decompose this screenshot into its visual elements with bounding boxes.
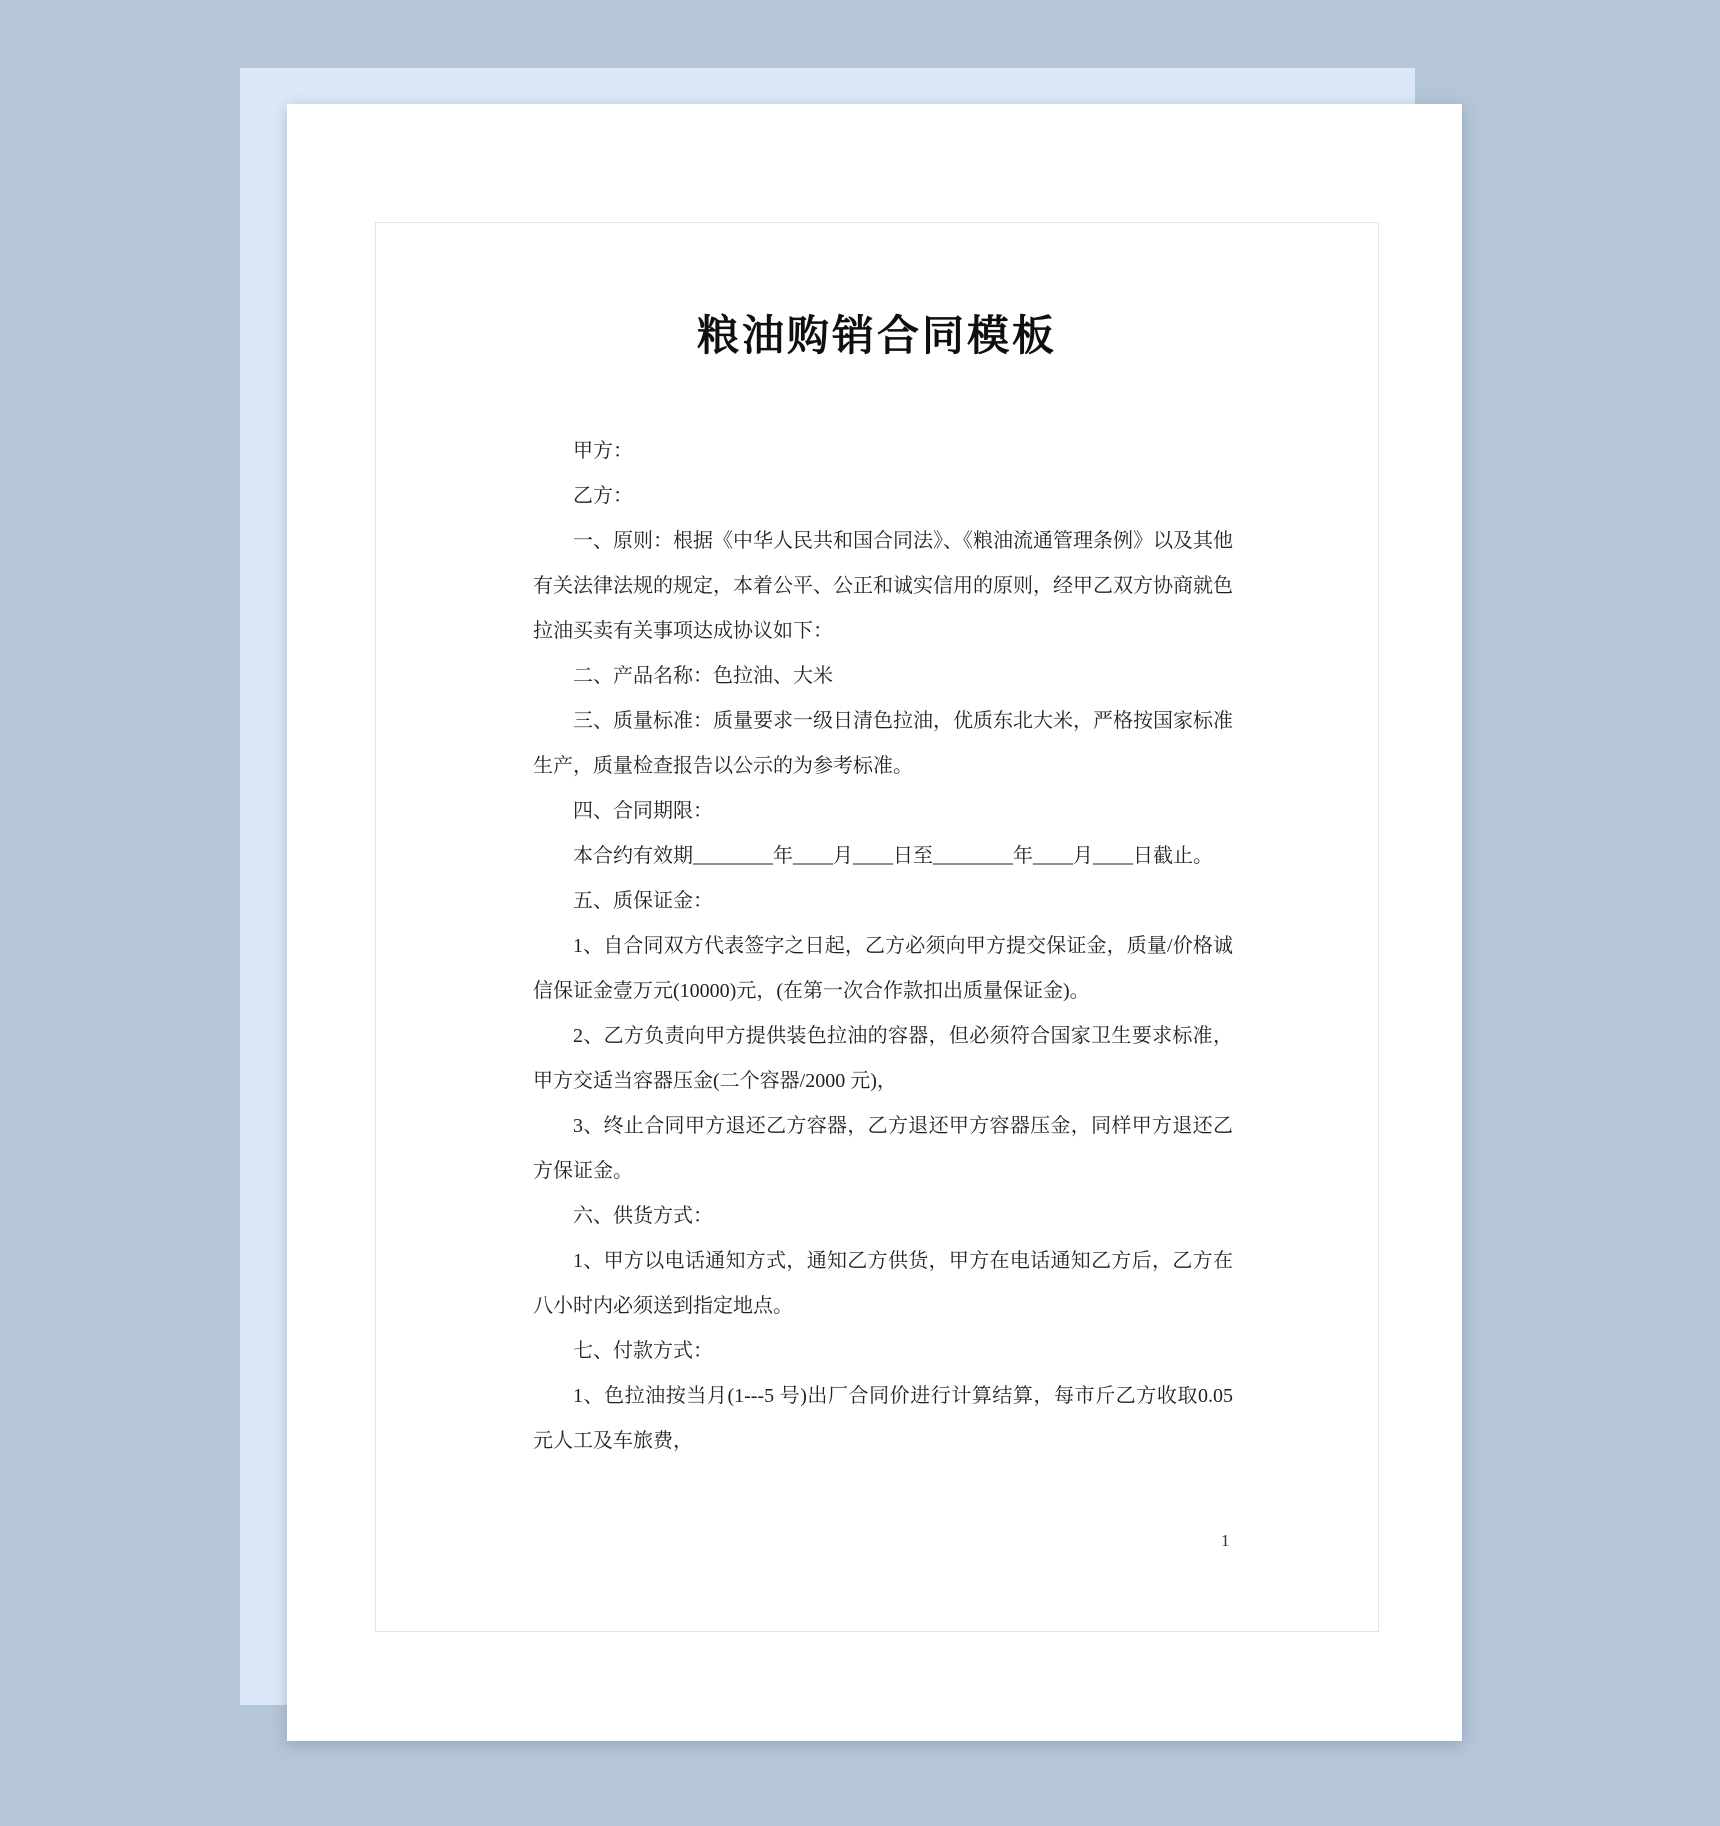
contract-paragraph: 2、乙方负责向甲方提供装色拉油的容器，但必须符合国家卫生要求标准，甲方交适当容器压金(二个容器/2000 元)， bbox=[533, 1025, 1233, 1092]
document-page bbox=[287, 104, 1462, 1741]
contract-paragraph: 二、产品名称：色拉油、大米 bbox=[573, 665, 833, 687]
contract-paragraph: 1、色拉油按当月(1---5 号)出厂合同价进行计算结算，每市斤乙方收取0.05 元人工及车旅费， bbox=[533, 1385, 1233, 1452]
contract-paragraph: 六、供货方式： bbox=[573, 1205, 713, 1227]
contract-paragraph: 五、质保证金： bbox=[573, 890, 713, 912]
contract-paragraph: 乙方： bbox=[573, 485, 633, 507]
contract-paragraph: 甲方： bbox=[573, 440, 633, 462]
content-border-box bbox=[375, 222, 1379, 1632]
contract-paragraph: 1、自合同双方代表签字之日起，乙方必须向甲方提交保证金，质量/价格诚信保证金壹万元(10000)元，(在第一次合作款扣出质量保证金)。 bbox=[533, 935, 1233, 1002]
contract-paragraph: 七、付款方式： bbox=[573, 1340, 713, 1362]
contract-paragraph: 四、合同期限： bbox=[573, 800, 713, 822]
page-number: 1 bbox=[1221, 1531, 1230, 1550]
contract-paragraph: 1、甲方以电话通知方式，通知乙方供货，甲方在电话通知乙方后，乙方在八小时内必须送到指定地点。 bbox=[533, 1250, 1233, 1317]
contract-paragraph: 一、原则：根据《中华人民共和国合同法》、《粮油流通管理条例》以及其他有关法律法规的规定，本着公平、公正和诚实信用的原则，经甲乙双方协商就色拉油买卖有关事项达成协议如下： bbox=[533, 530, 1233, 642]
document-body bbox=[533, 429, 1233, 1464]
contract-paragraph: 3、终止合同甲方退还乙方容器，乙方退还甲方容器压金，同样甲方退还乙方保证金。 bbox=[533, 1115, 1233, 1182]
document-title: 粮油购销合同模板 bbox=[696, 312, 1057, 359]
contract-paragraph: 三、质量标准：质量要求一级日清色拉油，优质东北大米，严格按国家标准生产，质量检查报告以公示的为参考标准。 bbox=[533, 710, 1233, 777]
contract-paragraph: 本合约有效期________年____月____日至________年____月____日截止。 bbox=[573, 845, 1213, 867]
